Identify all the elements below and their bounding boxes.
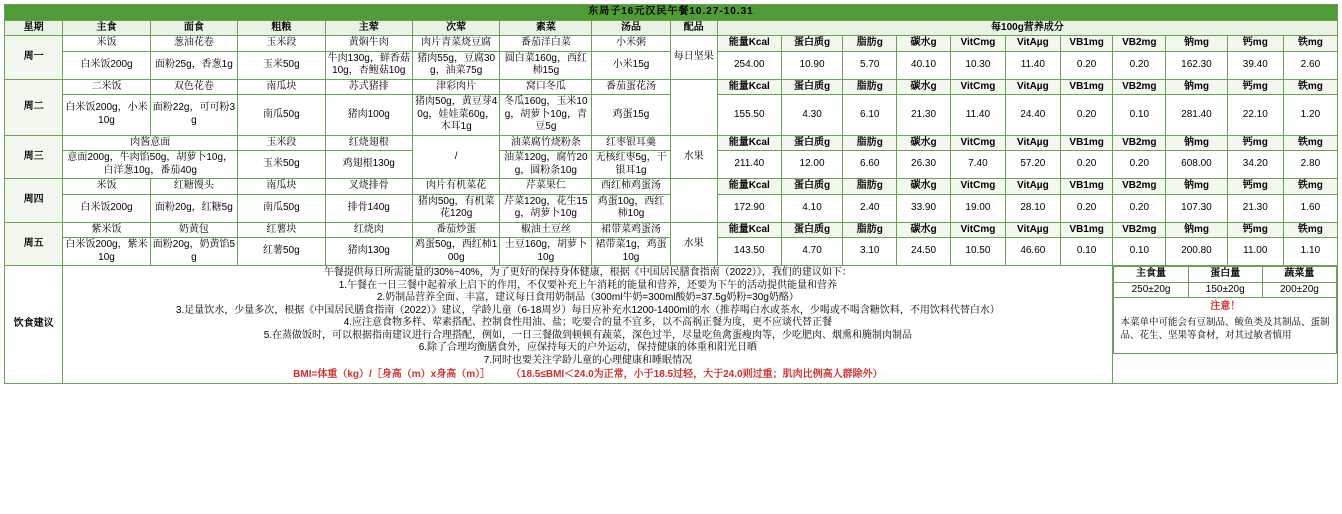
dish-detail: 红薯50g (238, 238, 325, 266)
dish-name: 奶黄包 (150, 222, 237, 238)
nutrition-header: 蛋白质g (781, 36, 843, 52)
advice-line: 午餐提供每日所需能量的30%~40%，为了更好的保持身体健康，根据《中国居民膳食指南（2022）》，我们的建议如下： (323, 267, 852, 278)
dish-detail: 白米饭200g，小米10g (63, 95, 150, 136)
nutrition-value: 28.10 (1005, 194, 1060, 222)
dish-detail: 白米饭200g (63, 51, 150, 79)
nutrition-value: 0.20 (1060, 194, 1113, 222)
nutrition-value: 39.40 (1227, 51, 1283, 79)
dish-detail: 面粉25g，香葱1g (150, 51, 237, 79)
dish-name: 红薯块 (238, 222, 325, 238)
nutrition-header: 钙mg (1227, 79, 1283, 95)
nutrition-value: 0.20 (1060, 51, 1113, 79)
day-row-dish-names (5, 36, 1338, 52)
nutrition-header: 钙mg (1227, 36, 1283, 52)
nutrition-header: VitAµg (1005, 79, 1060, 95)
day-row-dish-names (5, 79, 1338, 95)
dish-name: 双色花卷 (150, 79, 237, 95)
warning-body: 本菜单中可能会有豆制品、鲅鱼类及其制品、蛋制品、花生、坚果等食材，对其过敏者慎用 (1120, 316, 1330, 342)
nutrition-header: VB2mg (1113, 36, 1166, 52)
nutrition-header: VB2mg (1113, 222, 1166, 238)
dish-detail: 排骨140g (325, 194, 412, 222)
nutrition-header: 脂肪g (843, 79, 897, 95)
nutrition-value: 4.10 (781, 194, 843, 222)
nutrition-value: 172.90 (717, 194, 781, 222)
side-item-2: 水果 (670, 135, 717, 179)
dish-name: 番茄蛋花汤 (592, 79, 670, 95)
dish-name: 椒油土豆丝 (500, 222, 592, 238)
nutrition-value: 254.00 (717, 51, 781, 79)
nutrition-value: 22.10 (1227, 95, 1283, 136)
dish-detail: 无核红枣5g，干银耳1g (592, 151, 670, 179)
nutrition-value: 4.70 (781, 238, 843, 266)
dish-detail: 鸡蛋50g，西红柿100g (412, 238, 499, 266)
nutrition-value: 1.10 (1283, 238, 1337, 266)
nutrition-value: 0.20 (1060, 95, 1113, 136)
right-panel (1113, 266, 1338, 384)
nutrition-header: VitCmg (950, 79, 1005, 95)
nutrition-header: 钙mg (1227, 135, 1283, 151)
dish-detail: 面粉20g，红糖5g (150, 194, 237, 222)
dish-name: 南瓜块 (238, 179, 325, 195)
side-item-1 (670, 79, 717, 135)
header-main-dish: 主荤 (325, 20, 412, 36)
header-vegetable: 素菜 (500, 20, 592, 36)
nutrition-value: 0.20 (1113, 194, 1166, 222)
nutrition-value: 24.50 (897, 238, 951, 266)
nutrition-value: 34.20 (1227, 151, 1283, 179)
nutrition-header: VB2mg (1113, 179, 1166, 195)
dish-detail: 冬瓜160g，玉米10g，胡萝卜10g，青豆5g (500, 95, 592, 136)
dish-name: 玉米段 (238, 135, 325, 151)
dish-detail: 猪肉130g (325, 238, 412, 266)
nutrition-header: VB2mg (1113, 79, 1166, 95)
dish-name: 葱油花卷 (150, 36, 237, 52)
dish-name: 黄焖牛肉 (325, 36, 412, 52)
nutrition-header: 铁mg (1283, 36, 1337, 52)
nutrition-value: 162.30 (1166, 51, 1228, 79)
nutrition-header: 能量Kcal (717, 79, 781, 95)
dish-name: 窝口冬瓜 (500, 79, 592, 95)
nutrition-value: 10.30 (950, 51, 1005, 79)
dish-name: 玉米段 (238, 36, 325, 52)
nutrition-value: 0.20 (1113, 51, 1166, 79)
nutrition-value: 6.10 (843, 95, 897, 136)
dish-name: 津彩肉片 (412, 79, 499, 95)
nutrition-header: VB1mg (1060, 79, 1113, 95)
nutrition-header: 碳水g (897, 79, 951, 95)
nutrition-header: VitAµg (1005, 135, 1060, 151)
day-label-2: 周三 (5, 135, 63, 179)
dish-detail: 面粉22g，可可粉3g (150, 95, 237, 136)
side-item-0: 每日坚果 (670, 36, 717, 80)
header-side: 配品 (670, 20, 717, 36)
nutrition-header: 铁mg (1283, 79, 1337, 95)
nutrition-header: 钙mg (1227, 222, 1283, 238)
bmi-formula: BMI=体重（kg）/［身高（m）x身高（m）］ (293, 369, 491, 380)
dish-name: 小米粥 (592, 36, 670, 52)
nutrition-header: 能量Kcal (717, 179, 781, 195)
dish-detail: 白米饭200g，紫米10g (63, 238, 150, 266)
nutrition-header: 碳水g (897, 222, 951, 238)
menu-title-row (5, 5, 1338, 21)
nutrition-value: 21.30 (897, 95, 951, 136)
nutrition-header: 钙mg (1227, 179, 1283, 195)
side-item-3 (670, 179, 717, 223)
nutrition-value: 26.30 (897, 151, 951, 179)
day-row-dish-names (5, 179, 1338, 195)
day-label-1: 周二 (5, 79, 63, 135)
header-coarse: 粗粮 (238, 20, 325, 36)
nutrition-value: 3.10 (843, 238, 897, 266)
dish-name: 西红柿鸡蛋汤 (592, 179, 670, 195)
nutrition-header: VB1mg (1060, 135, 1113, 151)
warning-title: 注意！ (1210, 301, 1241, 312)
dish-name: 米饭 (63, 179, 150, 195)
dish-name: 裙带菜鸡蛋汤 (592, 222, 670, 238)
dish-name: / (412, 135, 499, 179)
dish-detail: 南瓜50g (238, 194, 325, 222)
nutrition-value: 57.20 (1005, 151, 1060, 179)
dish-name: 番茄洋白菜 (500, 36, 592, 52)
nutrition-value: 10.90 (781, 51, 843, 79)
nutrition-header: 能量Kcal (717, 36, 781, 52)
advice-row (5, 266, 1338, 384)
header-sub-dish: 次荤 (412, 20, 499, 36)
dish-detail: 裙带菜1g，鸡蛋10g (592, 238, 670, 266)
header-nutrition: 每100g营养成分 (717, 20, 1337, 36)
advice-line: 4.应注意食物多样、荤素搭配、控制食性用油、盐；吃要合的量不宜多，以不高祸正餐为度，更不应谈代替正餐 (343, 317, 833, 328)
dish-name: 南瓜块 (238, 79, 325, 95)
nutrition-value: 0.10 (1113, 238, 1166, 266)
menu-title: 东局子16元汉民午餐10.27-10.31 (5, 5, 1338, 21)
dish-detail: 面粉20g，奶黄馅5g (150, 238, 237, 266)
header-staple: 主食 (63, 20, 150, 36)
nutrition-header: 蛋白质g (781, 135, 843, 151)
column-header-row (5, 20, 1338, 36)
dish-detail: 玉米50g (238, 151, 325, 179)
advice-line: 7.同时也要关注学龄儿童的心理健康和睡眠情况 (483, 354, 693, 366)
dish-name: 肉片有机菜花 (412, 179, 499, 195)
nutrition-value: 7.40 (950, 151, 1005, 179)
nutrition-header: 钠mg (1166, 222, 1228, 238)
nutrition-value: 19.00 (950, 194, 1005, 222)
day-label-3: 周四 (5, 179, 63, 223)
dish-detail: 意面200g，牛肉馅50g，胡萝卜10g，白洋葱10g，番茄40g (63, 151, 238, 179)
nutrition-value: 2.60 (1283, 51, 1337, 79)
dish-name: 叉烧排骨 (325, 179, 412, 195)
nutrition-header: VitCmg (950, 36, 1005, 52)
dish-detail: 圆白菜160g，西红柿15g (500, 51, 592, 79)
nutrition-value: 5.70 (843, 51, 897, 79)
right-value-vegetable: 200±20g (1262, 282, 1336, 298)
nutrition-value: 11.40 (950, 95, 1005, 136)
nutrition-header: VitAµg (1005, 36, 1060, 52)
nutrition-value: 12.00 (781, 151, 843, 179)
nutrition-value: 200.80 (1166, 238, 1228, 266)
day-row-dish-names (5, 222, 1338, 238)
advice-line: 1.午餐在一日三餐中起着承上启下的作用，不仅要补充上午消耗的能量和营养，还要为下午的活动提供能量和营养 (338, 279, 838, 291)
dish-name: 肉片青菜烧豆腐 (412, 36, 499, 52)
nutrition-header: VB1mg (1060, 222, 1113, 238)
header-weekday: 星期 (5, 20, 63, 36)
nutrition-header: 能量Kcal (717, 135, 781, 151)
nutrition-header: VitCmg (950, 222, 1005, 238)
nutrition-header: VitAµg (1005, 179, 1060, 195)
day-row-dish-names (5, 135, 1338, 151)
nutrition-header: VB1mg (1060, 36, 1113, 52)
dish-detail: 鸡翅根130g (325, 151, 412, 179)
nutrition-header: 碳水g (897, 36, 951, 52)
dish-name: 芹菜果仁 (500, 179, 592, 195)
nutrition-value: 2.40 (843, 194, 897, 222)
dish-name: 番茄炒蛋 (412, 222, 499, 238)
nutrition-header: 脂肪g (843, 36, 897, 52)
dish-name: 米饭 (63, 36, 150, 52)
dish-name: 红烧翅根 (325, 135, 412, 151)
dish-name: 红枣银耳羹 (592, 135, 670, 151)
nutrition-header: 蛋白质g (781, 179, 843, 195)
nutrition-value: 11.00 (1227, 238, 1283, 266)
advice-line: 6.除了合理均衡膳食外，应保持每天的户外运动，保持健康的体重和阳光日晒 (418, 342, 758, 353)
right-value-staple: 250±20g (1114, 282, 1188, 298)
nutrition-value: 10.50 (950, 238, 1005, 266)
nutrition-header: 碳水g (897, 135, 951, 151)
dish-detail: 玉米50g (238, 51, 325, 79)
advice-body (63, 266, 1113, 384)
nutrition-value: 155.50 (717, 95, 781, 136)
advice-label: 饮食建议 (5, 266, 63, 384)
dish-detail: 牛肉130g，鲜香菇10g，杏鲍菇10g (325, 51, 412, 79)
nutrition-header: 蛋白质g (781, 79, 843, 95)
nutrition-value: 21.30 (1227, 194, 1283, 222)
dish-name: 苏式猪排 (325, 79, 412, 95)
right-value-protein: 150±20g (1188, 282, 1262, 298)
advice-line: 2.奶制品营养全面、丰富，建议每日食用奶制品（300ml牛奶=300ml酸奶=37.5g奶粉=30g奶酪） (376, 292, 799, 303)
nutrition-value: 0.10 (1060, 238, 1113, 266)
nutrition-value: 608.00 (1166, 151, 1228, 179)
nutrition-value: 1.20 (1283, 95, 1337, 136)
nutrition-header: 钠mg (1166, 36, 1228, 52)
nutrition-header: 铁mg (1283, 135, 1337, 151)
advice-line: 3.足量饮水，少量多次，根据《中国居民膳食指南（2022）》建议，学龄儿童（6-18周岁）每日应补充水1200-1400ml的水（推荐喝白水或茶水，少喝或不喝含糖饮料，不用饮料代替白水） (175, 304, 1000, 316)
dish-name: 二米饭 (63, 79, 150, 95)
nutrition-value: 6.60 (843, 151, 897, 179)
nutrition-value: 143.50 (717, 238, 781, 266)
nutrition-header: VitCmg (950, 179, 1005, 195)
dish-detail: 猪肉55g，豆腐30g，油菜75g (412, 51, 499, 79)
dish-detail: 小米15g (592, 51, 670, 79)
nutrition-value: 40.10 (897, 51, 951, 79)
nutrition-value: 107.30 (1166, 194, 1228, 222)
bmi-note: （18.5≤BMI＜24.0为正常，小于18.5过轻，大于24.0则过重；肌肉比例高人群除外） (510, 369, 883, 380)
day-label-4: 周五 (5, 222, 63, 266)
dish-name: 紫米饭 (63, 222, 150, 238)
weekly-menu-table (4, 4, 1338, 384)
dish-name: 红烧肉 (325, 222, 412, 238)
dish-detail: 猪肉100g (325, 95, 412, 136)
dish-name: 油菜腐竹烧粉条 (500, 135, 592, 151)
dish-detail: 土豆160g，胡萝卜10g (500, 238, 592, 266)
dish-detail: 南瓜50g (238, 95, 325, 136)
nutrition-value: 211.40 (717, 151, 781, 179)
nutrition-header: 钠mg (1166, 135, 1228, 151)
dish-detail: 芹菜120g，花生15g，胡萝卜10g (500, 194, 592, 222)
nutrition-header: 铁mg (1283, 222, 1337, 238)
nutrition-header: VitAµg (1005, 222, 1060, 238)
nutrition-value: 46.60 (1005, 238, 1060, 266)
dish-detail: 鸡蛋15g (592, 95, 670, 136)
dish-detail: 白米饭200g (63, 194, 150, 222)
nutrition-header: VB2mg (1113, 135, 1166, 151)
nutrition-value: 4.30 (781, 95, 843, 136)
nutrition-header: 钠mg (1166, 179, 1228, 195)
day-label-0: 周一 (5, 36, 63, 80)
dish-detail: 猪肉50g，黄豆芽40g，娃娃菜60g，木耳1g (412, 95, 499, 136)
right-header-vegetable: 蔬菜量 (1262, 267, 1336, 283)
dish-detail: 猪肉50g，有机菜花120g (412, 194, 499, 222)
nutrition-value: 11.40 (1005, 51, 1060, 79)
nutrition-header: 能量Kcal (717, 222, 781, 238)
nutrition-header: 蛋白质g (781, 222, 843, 238)
allergy-warning (1114, 298, 1337, 354)
header-soup: 汤品 (592, 20, 670, 36)
nutrition-header: 碳水g (897, 179, 951, 195)
header-pasta: 面食 (150, 20, 237, 36)
nutrition-value: 281.40 (1166, 95, 1228, 136)
nutrition-header: 脂肪g (843, 222, 897, 238)
nutrition-value: 2.80 (1283, 151, 1337, 179)
nutrition-value: 1.60 (1283, 194, 1337, 222)
nutrition-value: 0.10 (1113, 95, 1166, 136)
nutrition-header: 脂肪g (843, 135, 897, 151)
nutrition-value: 0.20 (1113, 151, 1166, 179)
dish-detail: 油菜120g，腐竹20g，圆粉条10g (500, 151, 592, 179)
nutrition-header: 铁mg (1283, 179, 1337, 195)
dish-name: 肉酱意面 (63, 135, 238, 151)
nutrition-value: 24.40 (1005, 95, 1060, 136)
nutrition-header: VitCmg (950, 135, 1005, 151)
nutrition-header: 钠mg (1166, 79, 1228, 95)
dish-name: 红糖馒头 (150, 179, 237, 195)
nutrition-value: 33.90 (897, 194, 951, 222)
right-header-staple: 主食量 (1114, 267, 1188, 283)
advice-line: 5.在蒸做饭时，可以根据指南建议进行合理搭配，例如，一日三餐做到顿顿有蔬菜，深色过半，尽量吃鱼禽蛋瘦肉等，少吃肥肉、烟熏和腌制肉制品 (263, 329, 913, 341)
nutrition-header: VB1mg (1060, 179, 1113, 195)
right-header-protein: 蛋白量 (1188, 267, 1262, 283)
dish-detail: 鸡蛋10g，西红柿10g (592, 194, 670, 222)
nutrition-header: 脂肪g (843, 179, 897, 195)
nutrition-value: 0.20 (1060, 151, 1113, 179)
side-item-4: 水果 (670, 222, 717, 266)
